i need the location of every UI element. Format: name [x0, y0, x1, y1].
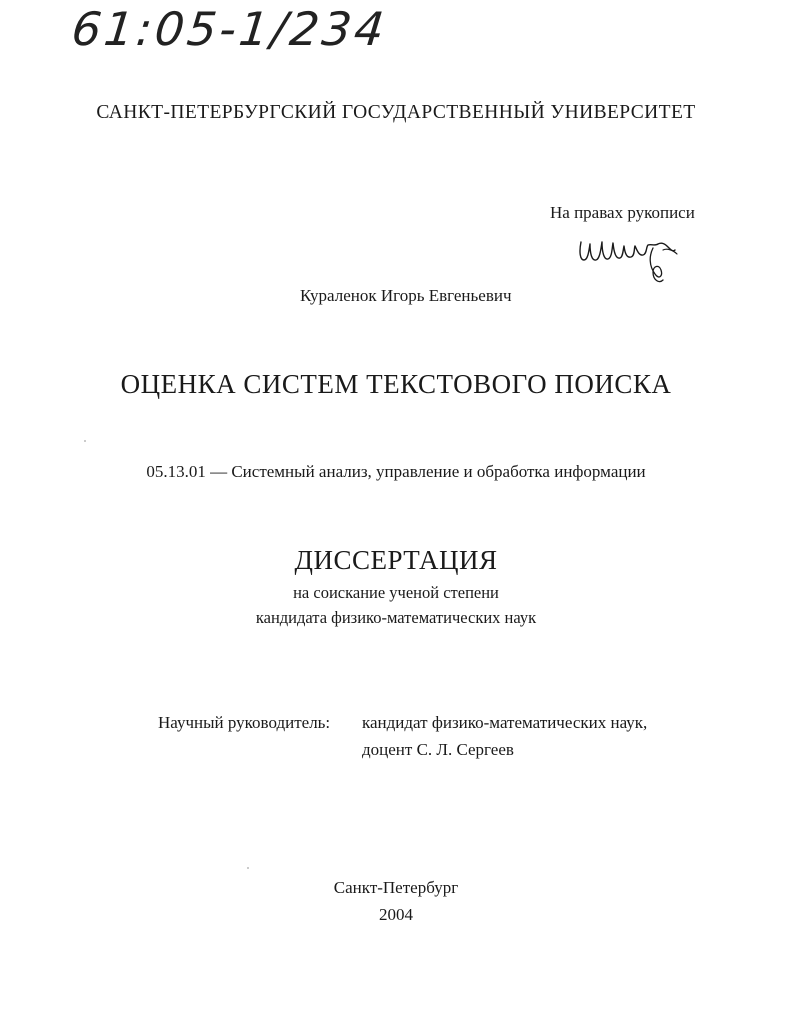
- dissertation-title: ОЦЕНКА СИСТЕМ ТЕКСТОВОГО ПОИСКА: [120, 369, 672, 399]
- supervisor-degree: кандидат физико-математических наук,: [362, 713, 648, 732]
- degree-line-2: кандидата физико-математических наук: [255, 608, 537, 627]
- signature-icon: [575, 230, 685, 290]
- city: Санкт-Петербург: [333, 878, 459, 897]
- university-name: САНКТ-ПЕТЕРБУРГСКИЙ ГОСУДАРСТВЕННЫЙ УНИВЕРСИТЕТ: [96, 102, 696, 123]
- scan-speck: [84, 440, 86, 442]
- document-type: ДИССЕРТАЦИЯ: [294, 545, 498, 575]
- degree-line-1: на соискание ученой степени: [293, 583, 499, 602]
- year: 2004: [379, 905, 413, 924]
- rights-note: На правах рукописи: [550, 203, 695, 222]
- specialty-code: 05.13.01 — Системный анализ, управление и обработка информации: [146, 462, 646, 481]
- author-name: Кураленок Игорь Евгеньевич: [300, 286, 512, 305]
- scan-speck: [247, 867, 249, 869]
- supervisor-label: Научный руководитель:: [158, 713, 331, 732]
- supervisor-name: доцент С. Л. Сергеев: [362, 740, 514, 759]
- archive-stamp: 61:05-1/234: [69, 2, 390, 56]
